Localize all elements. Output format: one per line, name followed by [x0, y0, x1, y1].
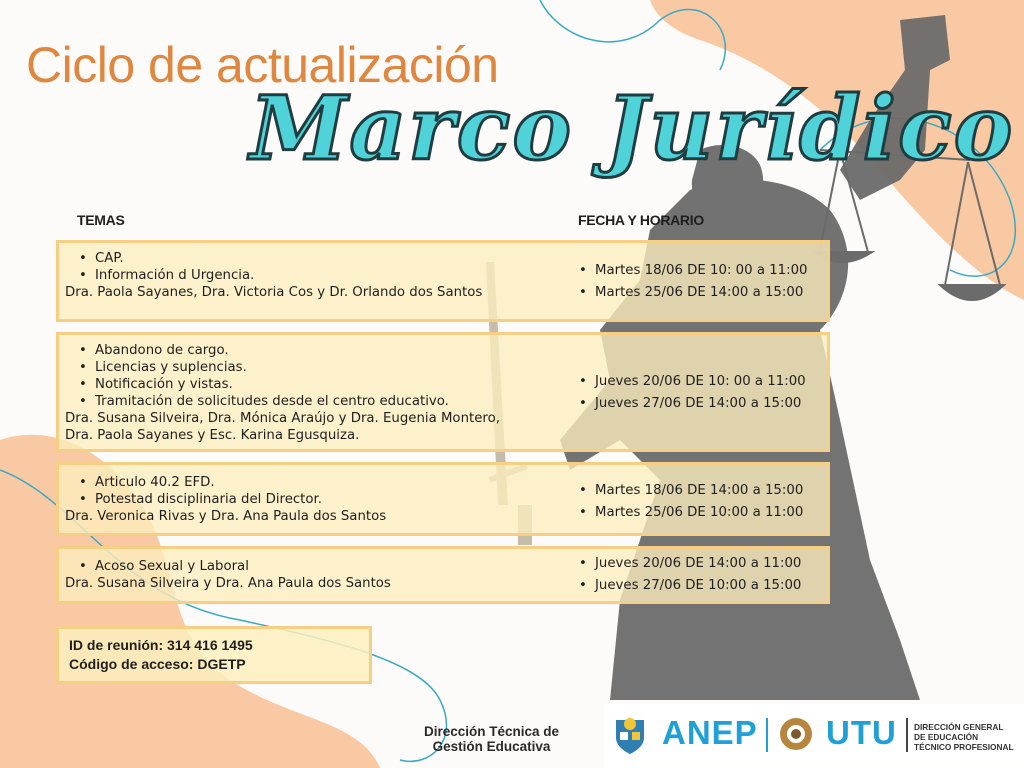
- department-line-1: Dirección Técnica de: [424, 724, 560, 739]
- main-title: Marco Jurídico: [250, 76, 1015, 180]
- session-dates: [577, 480, 803, 524]
- department-line-2: Gestión Educativa: [432, 739, 551, 754]
- topic-item: • Notificación y vistas.: [65, 376, 500, 393]
- session-card-2: [56, 332, 830, 452]
- department-name: [424, 724, 559, 754]
- date-item: • Martes 25/06 DE 10:00 a 11:00: [577, 502, 803, 524]
- session-dates: [577, 553, 801, 597]
- topic-item: • Articulo 40.2 EFD.: [65, 474, 386, 491]
- topic-item: • Abandono de cargo.: [65, 342, 500, 359]
- date-item: • Martes 18/06 DE 14:00 a 15:00: [577, 480, 803, 502]
- topic-item: • CAP.: [65, 250, 482, 267]
- topic-item: • Acoso Sexual y Laboral: [65, 558, 391, 575]
- dg-line-3: TÉCNICO PROFESIONAL: [914, 742, 1014, 752]
- speakers-line: Dra. Veronica Rivas y Dra. Ana Paula dos Santos: [65, 509, 387, 524]
- session-card-3: [56, 462, 830, 536]
- topic-item: • Información d Urgencia.: [65, 267, 482, 284]
- topic-item: • Tramitación de solicitudes desde el centro educativo.: [65, 393, 500, 410]
- utu-gear-emblem-icon: [776, 714, 816, 754]
- meeting-access-code: Código de acceso: DGETP: [69, 656, 246, 672]
- session-topics: [65, 558, 391, 592]
- session-dates: [577, 260, 808, 304]
- topic-item: • Licencias y suplencias.: [65, 359, 500, 376]
- session-topics: [65, 474, 386, 525]
- date-item: • Martes 25/06 DE 14:00 a 15:00: [577, 282, 808, 304]
- date-item: • Jueves 20/06 DE 10: 00 a 11:00: [577, 371, 806, 393]
- speakers-line: Dra. Paola Sayanes y Esc. Karina Egusquiza.: [65, 428, 360, 443]
- topics-column-header: TEMAS: [77, 212, 125, 228]
- speakers-line: Dra. Susana Silveira y Dra. Ana Paula dos Santos: [65, 576, 391, 591]
- session-dates: [577, 371, 806, 415]
- anep-logo: ANEP: [662, 714, 758, 751]
- uruguay-shield-icon: [612, 716, 648, 756]
- session-topics: [65, 342, 500, 444]
- session-card-4: [56, 546, 830, 604]
- date-item: • Jueves 27/06 DE 10:00 a 15:00: [577, 575, 801, 597]
- date-item: • Jueves 27/06 DE 14:00 a 15:00: [577, 393, 806, 415]
- dg-line-1: DIRECCIÓN GENERAL: [914, 722, 1004, 732]
- speakers-line: Dra. Susana Silveira, Dra. Mónica Araújo y Dra. Eugenia Montero,: [65, 411, 500, 426]
- meeting-info-box: [56, 626, 372, 684]
- dgetp-logo-text: [914, 722, 1014, 752]
- schedule-column-header: FECHA Y HORARIO: [578, 212, 704, 228]
- utu-logo: UTU: [826, 714, 897, 751]
- date-item: • Martes 18/06 DE 10: 00 a 11:00: [577, 260, 808, 282]
- speakers-line: Dra. Paola Sayanes, Dra. Victoria Cos y Dr. Orlando dos Santos: [65, 285, 483, 300]
- date-item: • Jueves 20/06 DE 14:00 a 11:00: [577, 553, 801, 575]
- logo-separator: [766, 718, 768, 752]
- topic-item: • Potestad disciplinaria del Director.: [65, 491, 386, 508]
- logo-separator: [906, 718, 908, 752]
- subtitle-heading: Ciclo de actualización: [26, 37, 499, 93]
- session-topics: [65, 250, 482, 301]
- dg-line-2: DE EDUCACIÓN: [914, 732, 979, 742]
- session-card-1: [56, 240, 830, 322]
- meeting-id: ID de reunión: 314 416 1495: [69, 637, 253, 653]
